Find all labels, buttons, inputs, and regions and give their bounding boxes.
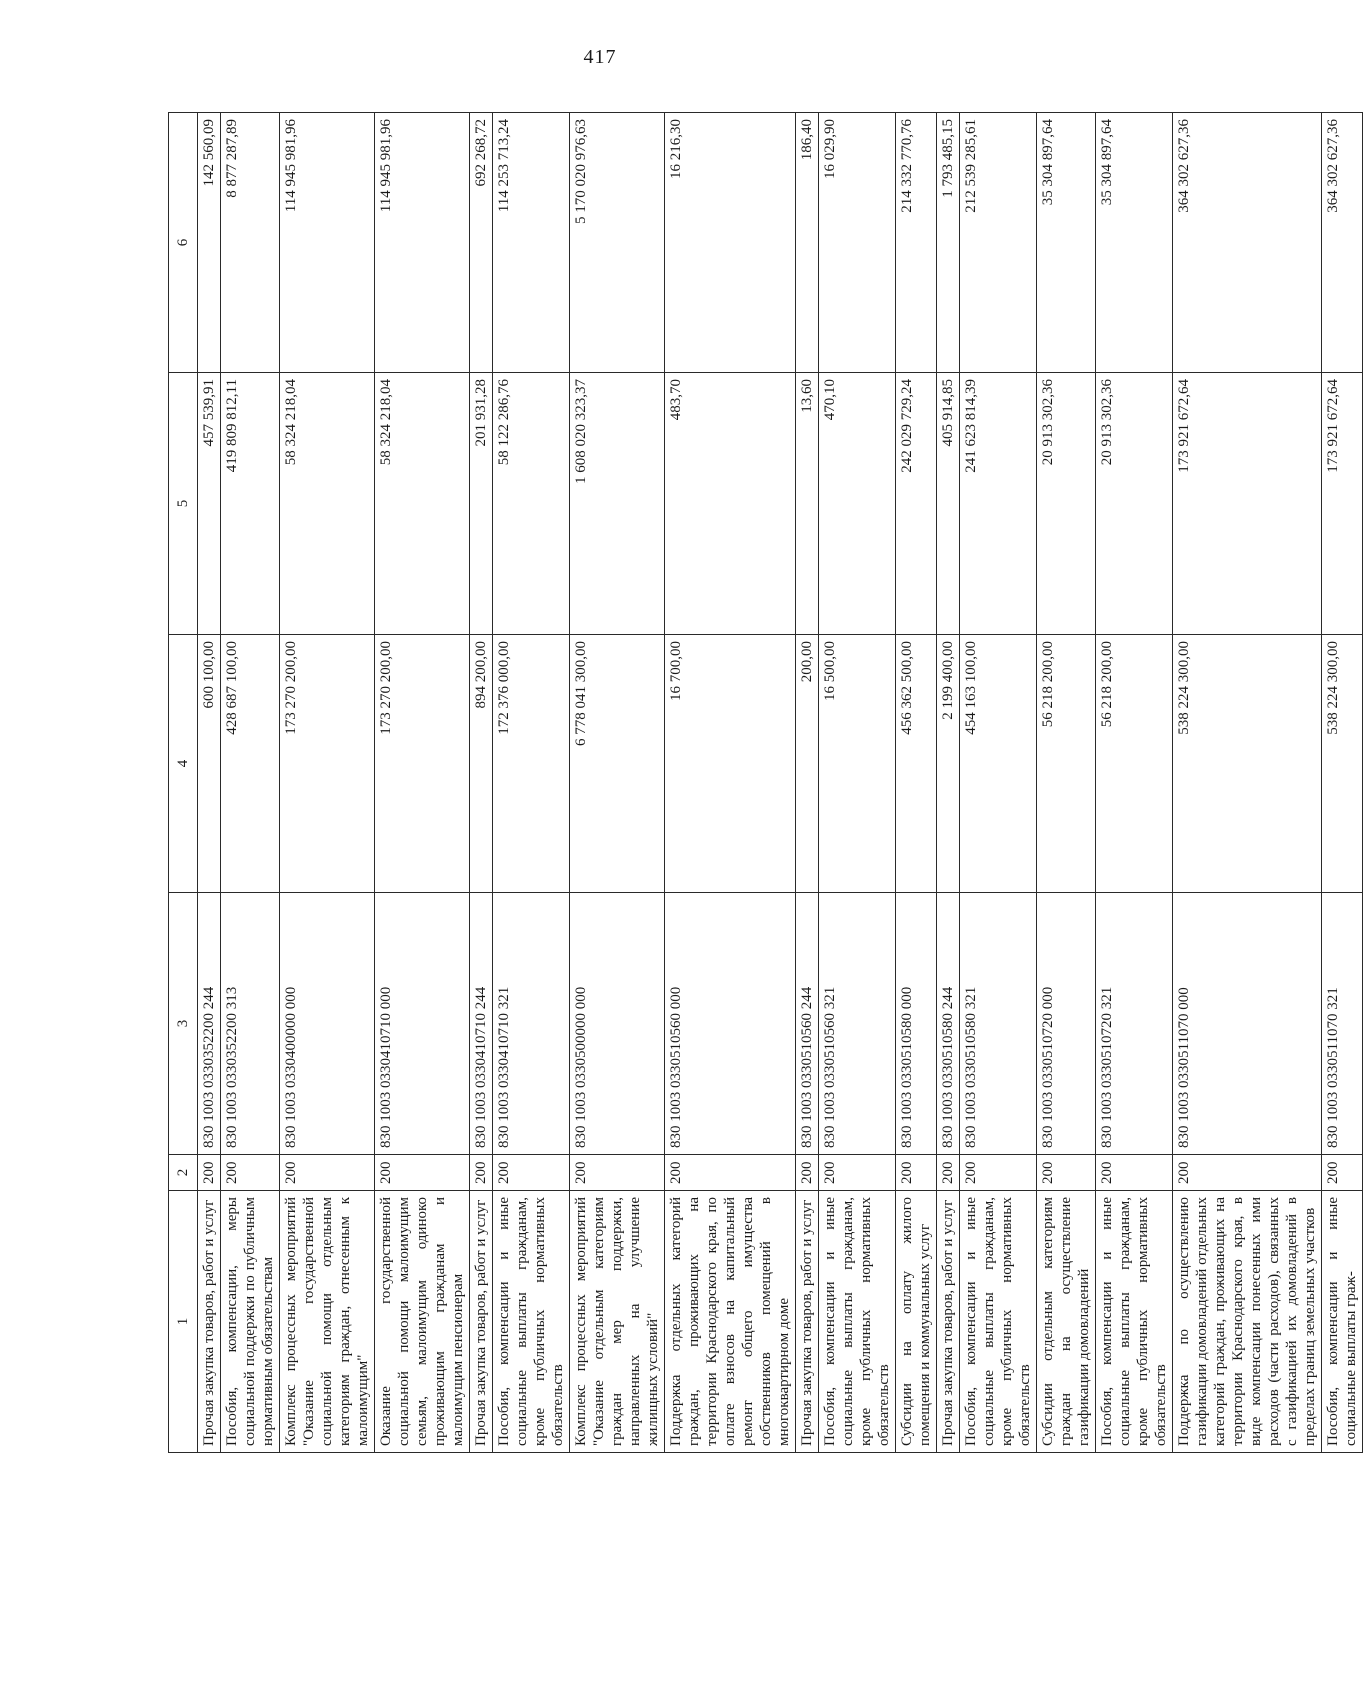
row-fact: 457 539,91 <box>198 373 221 635</box>
table-row <box>1037 113 1096 1453</box>
row-remainder: 186,40 <box>796 113 819 373</box>
row-name: Пособия, компенсации и иные социальные выплаты граж- <box>1322 1191 1363 1453</box>
row-plan: 172 376 000,00 <box>493 635 570 893</box>
row-plan: 200,00 <box>796 635 819 893</box>
row-plan: 894 200,00 <box>470 635 493 893</box>
row-budget-code: 830 1003 0330510560 321 <box>819 893 896 1155</box>
table-row <box>493 113 570 1453</box>
row-plan: 428 687 100,00 <box>221 635 280 893</box>
row-budget-code: 830 1003 0330510560 244 <box>796 893 819 1155</box>
row-admin-code: 200 <box>896 1155 937 1191</box>
header-cell: 3 <box>169 893 198 1155</box>
row-budget-code: 830 1003 0330410710 244 <box>470 893 493 1155</box>
row-fact: 173 921 672,64 <box>1322 373 1363 635</box>
row-remainder: 364 302 627,36 <box>1322 113 1363 373</box>
row-fact: 419 809 812,11 <box>221 373 280 635</box>
table-row <box>280 113 375 1453</box>
row-admin-code: 200 <box>375 1155 470 1191</box>
row-remainder: 114 945 981,96 <box>280 113 375 373</box>
row-budget-code: 830 1003 0330511070 000 <box>1173 893 1322 1155</box>
row-budget-code: 830 1003 0330510580 244 <box>937 893 960 1155</box>
row-plan: 538 224 300,00 <box>1322 635 1363 893</box>
row-plan: 2 199 400,00 <box>937 635 960 893</box>
row-name: Пособия, компенсации и иные социальные выплаты гражданам, кроме публичных нормативных обязательств <box>960 1191 1037 1453</box>
table-row <box>570 113 665 1453</box>
row-remainder: 1 793 485,15 <box>937 113 960 373</box>
row-remainder: 212 539 285,61 <box>960 113 1037 373</box>
row-admin-code: 200 <box>665 1155 796 1191</box>
row-budget-code: 830 1003 0330352200 244 <box>198 893 221 1155</box>
table-header-row <box>169 113 198 1453</box>
row-plan: 56 218 200,00 <box>1037 635 1096 893</box>
row-plan: 538 224 300,00 <box>1173 635 1322 893</box>
row-remainder: 114 945 981,96 <box>375 113 470 373</box>
row-name: Оказание государственной социальной помощи малоимущим семьям, малоимущим одиноко проживающим гражданам и малоимущим пенсионерам <box>375 1191 470 1453</box>
row-plan: 16 500,00 <box>819 635 896 893</box>
row-plan: 600 100,00 <box>198 635 221 893</box>
table-row <box>375 113 470 1453</box>
row-name: Пособия, компенсации, меры социальной поддержки по публичным нормативным обязательствам <box>221 1191 280 1453</box>
row-fact: 201 931,28 <box>470 373 493 635</box>
row-remainder: 16 029,90 <box>819 113 896 373</box>
row-fact: 58 324 218,04 <box>280 373 375 635</box>
row-fact: 20 913 302,36 <box>1096 373 1173 635</box>
table-row <box>796 113 819 1453</box>
row-fact: 242 029 729,24 <box>896 373 937 635</box>
row-budget-code: 830 1003 0330511070 321 <box>1322 893 1363 1155</box>
row-fact: 13,60 <box>796 373 819 635</box>
row-name: Пособия, компенсации и иные социальные выплаты гражданам, кроме публичных нормативных обязательств <box>1096 1191 1173 1453</box>
row-remainder: 16 216,30 <box>665 113 796 373</box>
row-admin-code: 200 <box>198 1155 221 1191</box>
row-admin-code: 200 <box>796 1155 819 1191</box>
row-admin-code: 200 <box>493 1155 570 1191</box>
row-admin-code: 200 <box>937 1155 960 1191</box>
row-fact: 470,10 <box>819 373 896 635</box>
row-budget-code: 830 1003 0330410710 321 <box>493 893 570 1155</box>
row-remainder: 8 877 287,89 <box>221 113 280 373</box>
row-name: Пособия, компенсации и иные социальные выплаты гражданам, кроме публичных нормативных обязательств <box>819 1191 896 1453</box>
row-budget-code: 830 1003 0330510580 321 <box>960 893 1037 1155</box>
row-name: Прочая закупка товаров, работ и услуг <box>198 1191 221 1453</box>
row-plan: 16 700,00 <box>665 635 796 893</box>
header-cell: 1 <box>169 1191 198 1453</box>
table-row <box>470 113 493 1453</box>
row-name: Прочая закупка товаров, работ и услуг <box>937 1191 960 1453</box>
row-admin-code: 200 <box>1322 1155 1363 1191</box>
row-admin-code: 200 <box>280 1155 375 1191</box>
row-fact: 20 913 302,36 <box>1037 373 1096 635</box>
table-row <box>960 113 1037 1453</box>
row-admin-code: 200 <box>1037 1155 1096 1191</box>
row-budget-code: 830 1003 0330500000 000 <box>570 893 665 1155</box>
row-plan: 454 163 100,00 <box>960 635 1037 893</box>
row-plan: 6 778 041 300,00 <box>570 635 665 893</box>
row-remainder: 5 170 020 976,63 <box>570 113 665 373</box>
row-admin-code: 200 <box>570 1155 665 1191</box>
table-row <box>1096 113 1173 1453</box>
row-remainder: 142 560,09 <box>198 113 221 373</box>
row-remainder: 214 332 770,76 <box>896 113 937 373</box>
row-name: Поддержка по осуществлению газификации домовладений отдельных категорий граждан, проживающих на территории Краснодарского края, в виде компенсации понесенных ими расходов (части расходов), связанных с газификацией их домовладений в пределах границ земельных участков <box>1173 1191 1322 1453</box>
row-budget-code: 830 1003 0330510560 000 <box>665 893 796 1155</box>
row-admin-code: 200 <box>470 1155 493 1191</box>
row-budget-code: 830 1003 0330410710 000 <box>375 893 470 1155</box>
row-fact: 58 324 218,04 <box>375 373 470 635</box>
header-cell: 5 <box>169 373 198 635</box>
rotated-table-container <box>168 113 1359 1453</box>
row-name: Субсидии на оплату жилого помещения и коммунальных услуг <box>896 1191 937 1453</box>
row-admin-code: 200 <box>1096 1155 1173 1191</box>
header-cell: 6 <box>169 113 198 373</box>
row-budget-code: 830 1003 0330510720 000 <box>1037 893 1096 1155</box>
table-row <box>937 113 960 1453</box>
table-row <box>665 113 796 1453</box>
row-plan: 456 362 500,00 <box>896 635 937 893</box>
header-cell: 4 <box>169 635 198 893</box>
row-budget-code: 830 1003 0330400000 000 <box>280 893 375 1155</box>
row-plan: 56 218 200,00 <box>1096 635 1173 893</box>
row-name: Поддержка отдельных категорий граждан, проживающих на территории Краснодарского края, по оплате взносов на капитальный ремонт общего имущества собственников помещений в многоквартирном доме <box>665 1191 796 1453</box>
table-row <box>1173 113 1322 1453</box>
row-admin-code: 200 <box>1173 1155 1322 1191</box>
row-fact: 1 608 020 323,37 <box>570 373 665 635</box>
row-remainder: 692 268,72 <box>470 113 493 373</box>
row-fact: 483,70 <box>665 373 796 635</box>
page-number: 417 <box>583 46 617 68</box>
row-name: Прочая закупка товаров, работ и услуг <box>470 1191 493 1453</box>
row-budget-code: 830 1003 0330352200 313 <box>221 893 280 1155</box>
row-admin-code: 200 <box>221 1155 280 1191</box>
row-fact: 58 122 286,76 <box>493 373 570 635</box>
row-remainder: 364 302 627,36 <box>1173 113 1322 373</box>
row-name: Комплекс процессных мероприятий "Оказание государственной социальной помощи отдельным категориям граждан, отнесенным к малоимущим" <box>280 1191 375 1453</box>
table-row <box>221 113 280 1453</box>
row-budget-code: 830 1003 0330510580 000 <box>896 893 937 1155</box>
row-name: Комплекс процессных мероприятий "Оказание отдельным категориям граждан мер поддержки, направленных на улучшение жилищных условий" <box>570 1191 665 1453</box>
budget-table <box>168 112 1363 1453</box>
table-row <box>198 113 221 1453</box>
table-row <box>1322 113 1363 1453</box>
table-row <box>896 113 937 1453</box>
row-plan: 173 270 200,00 <box>280 635 375 893</box>
row-admin-code: 200 <box>819 1155 896 1191</box>
row-remainder: 35 304 897,64 <box>1096 113 1173 373</box>
row-admin-code: 200 <box>960 1155 1037 1191</box>
row-remainder: 114 253 713,24 <box>493 113 570 373</box>
row-fact: 405 914,85 <box>937 373 960 635</box>
row-name: Субсидии отдельным категориям граждан на осуществление газификации домовладений <box>1037 1191 1096 1453</box>
row-remainder: 35 304 897,64 <box>1037 113 1096 373</box>
row-fact: 241 623 814,39 <box>960 373 1037 635</box>
header-cell: 2 <box>169 1155 198 1191</box>
table-row <box>819 113 896 1453</box>
row-plan: 173 270 200,00 <box>375 635 470 893</box>
row-fact: 173 921 672,64 <box>1173 373 1322 635</box>
row-name: Пособия, компенсации и иные социальные выплаты гражданам, кроме публичных нормативных обязательств <box>493 1191 570 1453</box>
row-name: Прочая закупка товаров, работ и услуг <box>796 1191 819 1453</box>
row-budget-code: 830 1003 0330510720 321 <box>1096 893 1173 1155</box>
